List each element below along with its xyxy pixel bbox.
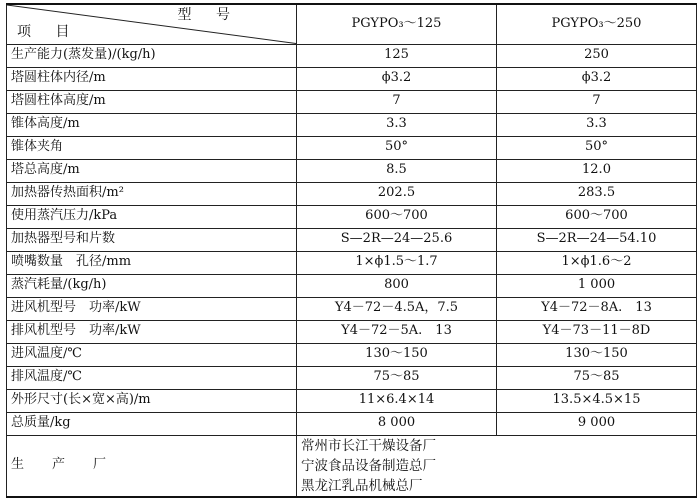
header-model-label: 型 号 — [177, 7, 240, 23]
row-label: 塔总高度/m — [7, 159, 297, 182]
manufacturer-label-part: 产 — [52, 457, 66, 473]
row-value-model-2: 7 — [497, 90, 697, 113]
row-value-model-1: 800 — [297, 274, 497, 297]
table-row — [7, 44, 697, 67]
row-label: 塔圆柱体内径/m — [7, 67, 297, 90]
row-label: 进风机型号 功率/kW — [7, 297, 297, 320]
row-value-model-1: 600～700 — [297, 205, 497, 228]
row-value-model-1: ϕ3.2 — [297, 67, 497, 90]
row-value-model-2: ϕ3.2 — [497, 67, 697, 90]
table-row — [7, 67, 697, 90]
manufacturer-name: 常州市长江干燥设备厂 — [301, 437, 436, 454]
row-label: 塔圆柱体高度/m — [7, 90, 297, 113]
row-value-model-1: 8.5 — [297, 159, 497, 182]
row-value-model-1: 3.3 — [297, 113, 497, 136]
row-label: 总质量/kg — [7, 412, 297, 435]
header-item-label: 项 目 — [17, 24, 80, 41]
row-label: 锥体夹角 — [7, 136, 297, 159]
row-value-model-2: 600～700 — [497, 205, 697, 228]
manufacturer-label — [7, 435, 297, 497]
row-value-model-1: 202.5 — [297, 182, 497, 205]
table-row — [7, 205, 697, 228]
row-label: 加热器传热面积/m² — [7, 182, 297, 205]
row-value-model-2: 130～150 — [497, 343, 697, 366]
row-value-model-2: 13.5×4.5×15 — [497, 389, 697, 412]
row-label: 外形尺寸(长×宽×高)/m — [7, 389, 297, 412]
row-value-model-1: 130～150 — [297, 343, 497, 366]
row-value-model-1: 11×6.4×14 — [297, 389, 497, 412]
row-value-model-2: 3.3 — [497, 113, 697, 136]
row-value-model-1: 1×ϕ1.5～1.7 — [297, 251, 497, 274]
row-label: 生产能力(蒸发量)/(kg/h) — [7, 44, 297, 67]
model-1-header: PGYPO₃～125 — [297, 4, 497, 44]
row-value-model-1: S—2R—24—25.6 — [297, 228, 497, 251]
row-value-model-2: 12.0 — [497, 159, 697, 182]
row-value-model-2: 1×ϕ1.6～2 — [497, 251, 697, 274]
row-label: 使用蒸汽压力/kPa — [7, 205, 297, 228]
row-label: 加热器型号和片数 — [7, 228, 297, 251]
header-row — [7, 4, 697, 44]
row-value-model-2: 250 — [497, 44, 697, 67]
manufacturer-name: 宁波食品设备制造总厂 — [301, 457, 436, 474]
table-row — [7, 412, 697, 435]
table-row — [7, 320, 697, 343]
table-row — [7, 343, 697, 366]
row-value-model-2: 283.5 — [497, 182, 697, 205]
row-value-model-1: 8 000 — [297, 412, 497, 435]
row-value-model-1: Y4－72－4.5A，7.5 — [297, 297, 497, 320]
row-value-model-2: 1 000 — [497, 274, 697, 297]
row-value-model-1: 125 — [297, 44, 497, 67]
table-row — [7, 228, 697, 251]
row-value-model-1: 7 — [297, 90, 497, 113]
header-diagonal-cell — [7, 4, 297, 44]
row-value-model-1: 75～85 — [297, 366, 497, 389]
manufacturer-list — [297, 435, 697, 497]
table-row — [7, 297, 697, 320]
table-row — [7, 251, 697, 274]
row-label: 排风机型号 功率/kW — [7, 320, 297, 343]
model-2-header: PGYPO₃～250 — [497, 4, 697, 44]
table-row — [7, 389, 697, 412]
table-row — [7, 274, 697, 297]
row-label: 蒸汽耗量/(kg/h) — [7, 274, 297, 297]
spec-table — [6, 3, 697, 498]
table-row — [7, 182, 697, 205]
row-value-model-2: 50° — [497, 136, 697, 159]
row-value-model-1: 50° — [297, 136, 497, 159]
table-row — [7, 136, 697, 159]
row-value-model-2: 9 000 — [497, 412, 697, 435]
table-row — [7, 159, 697, 182]
table-row — [7, 113, 697, 136]
manufacturer-label-part: 厂 — [93, 457, 107, 473]
manufacturer-name: 黑龙江乳品机械总厂 — [301, 477, 423, 494]
row-value-model-2: 75～85 — [497, 366, 697, 389]
row-value-model-2: Y4－72－8A. 13 — [497, 297, 697, 320]
table-row — [7, 90, 697, 113]
table-row — [7, 366, 697, 389]
manufacturer-row — [7, 435, 697, 497]
row-value-model-2: Y4－73－11－8D — [497, 320, 697, 343]
row-value-model-1: Y4－72－5A. 13 — [297, 320, 497, 343]
manufacturer-label-part: 生 — [11, 457, 25, 473]
row-label: 排风温度/℃ — [7, 366, 297, 389]
row-value-model-2: S—2R—24—54.10 — [497, 228, 697, 251]
row-label: 喷嘴数量 孔径/mm — [7, 251, 297, 274]
row-label: 进风温度/℃ — [7, 343, 297, 366]
row-label: 锥体高度/m — [7, 113, 297, 136]
